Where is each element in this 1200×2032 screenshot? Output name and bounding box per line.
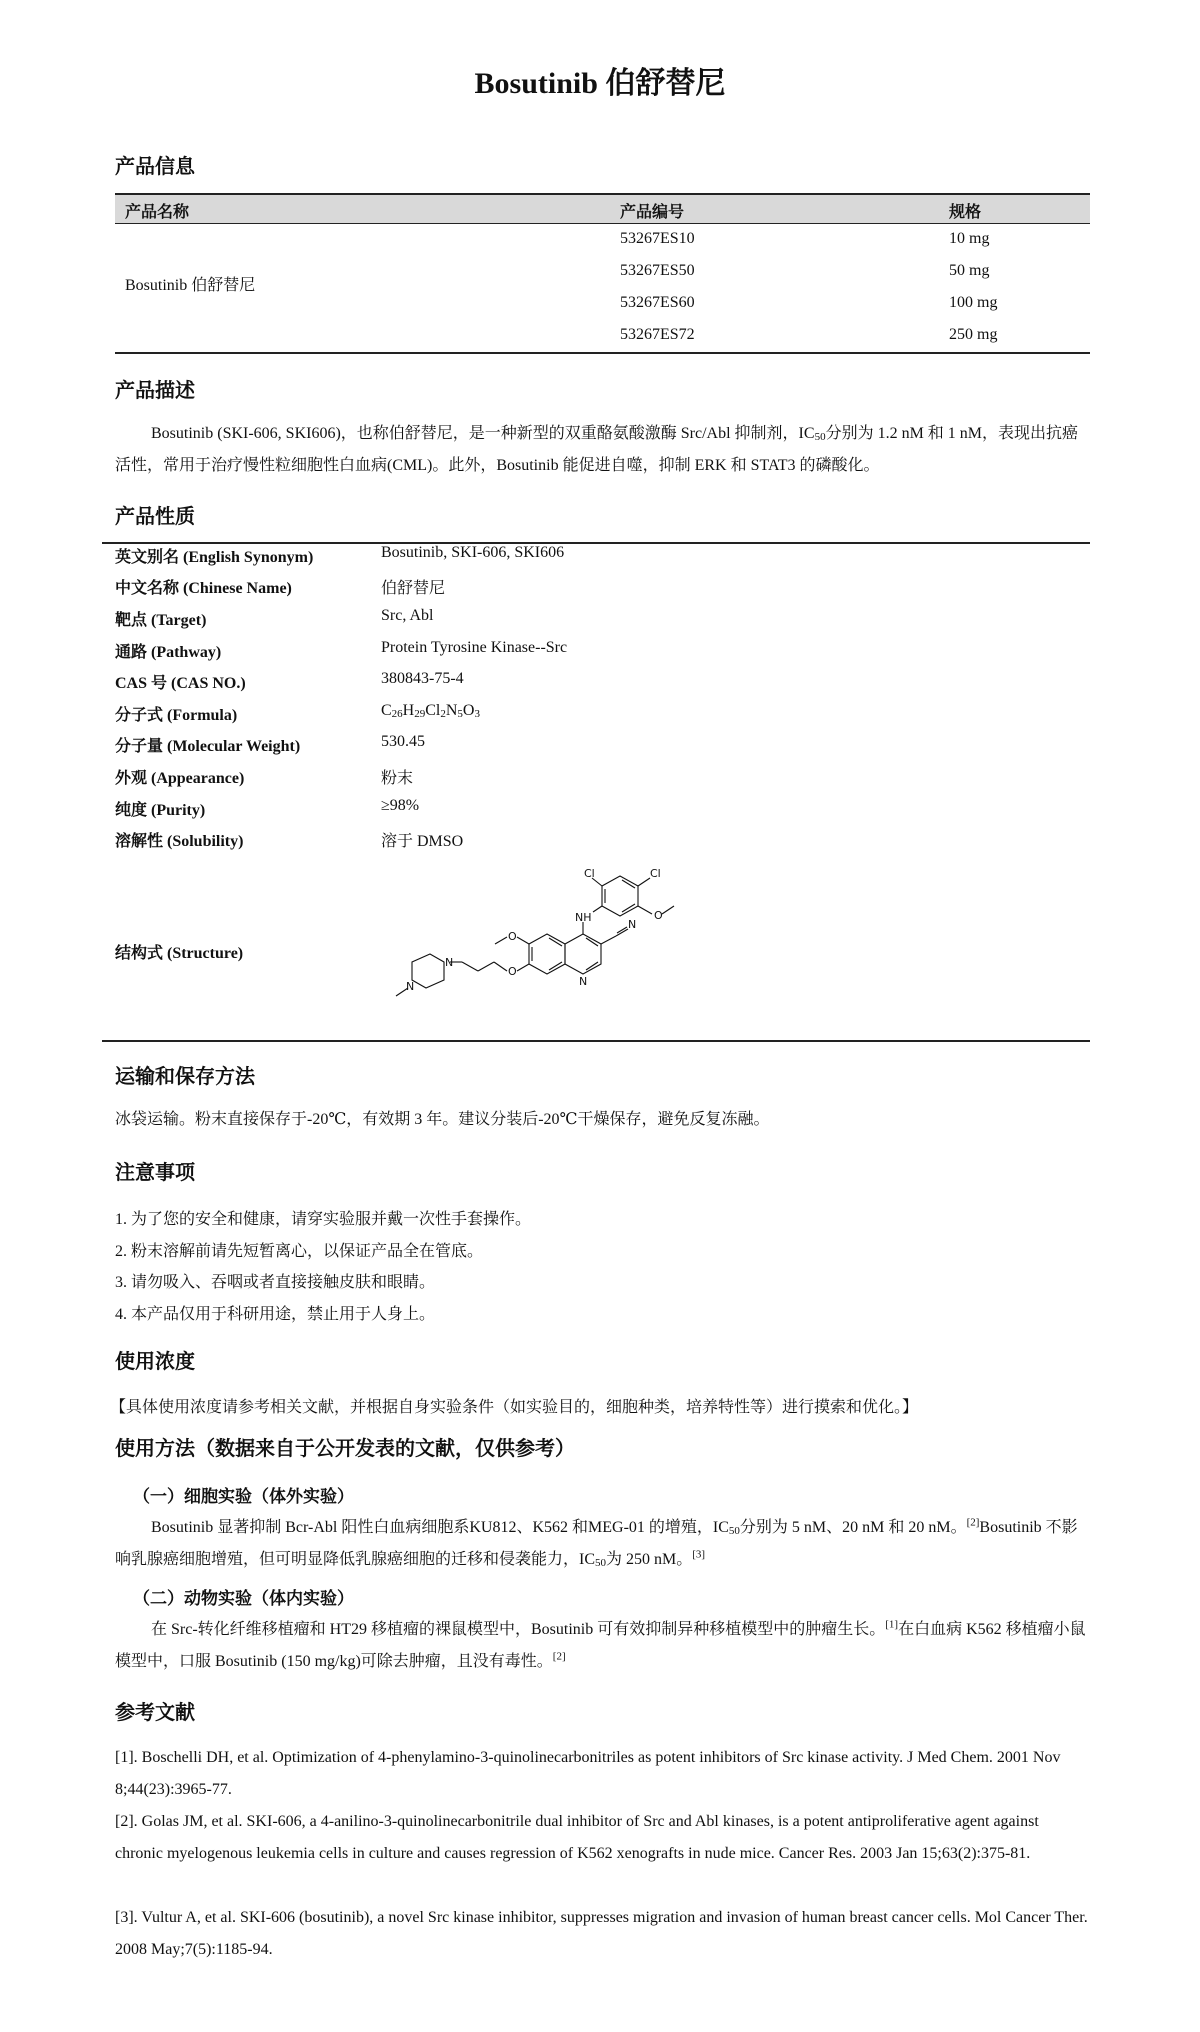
pyridine-ring [565, 934, 601, 974]
property-value: Src, Abl [381, 607, 434, 624]
methods-heading: 使用方法（数据来自于公开发表的文献，仅供参考） [115, 1438, 575, 1460]
table-body [115, 224, 1090, 354]
property-row [115, 575, 1090, 605]
storage-text: 冰袋运输。粉末直接保存于-20℃，有效期 3 年。建议分装后-20℃干燥保存，避免反复冻融。 [115, 1111, 770, 1128]
property-row [115, 607, 1090, 637]
property-row [115, 733, 1090, 763]
list-item: 1. 为了您的安全和健康，请穿实验服并戴一次性手套操作。 [115, 1211, 532, 1228]
property-key: 英文别名 (English Synonym) [115, 549, 314, 566]
column-header-spec: 规格 [949, 204, 982, 221]
product-spec-cell: 100 mg [949, 294, 998, 311]
property-row [115, 544, 1090, 574]
property-key: 外观 (Appearance) [115, 770, 245, 787]
notes-heading: 注意事项 [115, 1162, 195, 1184]
animal-experiment-text: 在 Src-转化纤维移植瘤和 HT29 移植瘤的裸鼠模型中，Bosutinib 可有效抑制异种移植模型中的肿瘤生长。[1]在白血病 K562 移植瘤小鼠模型中，口服 Bosutinib (150 mg/kg)可除去肿瘤，且没有毒性。[2] [115, 1618, 1086, 1670]
formula-value: C26H29Cl2N5O3 [381, 702, 480, 720]
properties-heading: 产品性质 [115, 506, 195, 528]
nitrile-nitrogen-label: N [628, 918, 637, 931]
product-spec-cell: 250 mg [949, 326, 998, 343]
piperazine-ring [412, 954, 444, 988]
cell-experiment-text: Bosutinib 显著抑制 Bcr-Abl 阳性白血病细胞系KU812、K562 和MEG-01 的增殖，IC50分别为 5 nM、20 nM 和 20 nM。[2]Bosutinib 不影响乳腺癌细胞增殖，但可明显降低乳腺癌细胞的迁移和侵袭能力，IC50为 250 nM。[3] [115, 1516, 1078, 1569]
product-code-cell: 53267ES60 [620, 294, 695, 311]
property-value: 380843-75-4 [381, 670, 464, 687]
oxygen-label: O [508, 965, 517, 978]
property-key: 分子式 (Formula) [115, 707, 238, 724]
property-key: CAS 号 (CAS NO.) [115, 675, 246, 692]
piperazine-nitrogen-label: N [406, 980, 415, 993]
amine-label: NH [575, 911, 592, 924]
chemical-structure [370, 862, 710, 1032]
list-item: 4. 本产品仅用于科研用途，禁止用于人身上。 [115, 1306, 436, 1323]
property-value: Protein Tyrosine Kinase--Src [381, 639, 568, 656]
product-code-cell: 53267ES10 [620, 230, 695, 247]
chlorine-label: Cl [650, 867, 661, 880]
benzo-ring [529, 934, 565, 974]
property-value: 溶于 DMSO [381, 833, 464, 850]
property-value: Bosutinib, SKI-606, SKI606 [381, 544, 565, 561]
chlorine-label: Cl [584, 867, 595, 880]
description-text: Bosutinib (SKI-606, SKI606)，也称伯舒替尼，是一种新型的双重酪氨酸激酶 Src/Abl 抑制剂，IC50分别为 1.2 nM 和 1 nM，表现出抗癌活性，常用于治疗慢性粒细胞性白血病(CML)。此外，Bosutinib 能促进自噬，抑制 ERK 和 STAT3 的磷酸化。 [115, 425, 1079, 474]
property-value: ≥98% [381, 797, 420, 814]
product-code-cell: 53267ES50 [620, 262, 695, 279]
property-row [115, 765, 1090, 795]
list-item: 3. 请勿吸入、吞咽或者直接接触皮肤和眼睛。 [115, 1274, 436, 1291]
property-key: 分子量 (Molecular Weight) [115, 738, 301, 755]
property-row [115, 639, 1090, 669]
property-value: 伯舒替尼 [381, 580, 446, 597]
oxygen-label: O [654, 909, 663, 922]
ring-nitrogen-label: N [579, 975, 588, 988]
storage-heading: 运输和保存方法 [115, 1066, 255, 1088]
references-heading: 参考文献 [115, 1702, 195, 1724]
concentration-heading: 使用浓度 [115, 1351, 195, 1373]
product-spec-cell: 50 mg [949, 262, 990, 279]
product-name-cell: Bosutinib 伯舒替尼 [125, 277, 256, 294]
property-row [115, 828, 1090, 858]
description-heading: 产品描述 [115, 380, 195, 402]
aniline-ring [602, 876, 638, 916]
properties-bottom-rule [102, 1040, 1090, 1042]
list-item: 2. 粉末溶解前请先短暂离心，以保证产品全在管底。 [115, 1243, 484, 1260]
cell-experiment-heading: （一）细胞实验（体外实验） [133, 1487, 354, 1506]
product-spec-cell: 10 mg [949, 230, 990, 247]
property-row [115, 797, 1090, 827]
property-key: 纯度 (Purity) [115, 802, 206, 819]
product-info-heading: 产品信息 [115, 156, 195, 178]
property-key: 溶解性 (Solubility) [115, 833, 244, 850]
product-info-table [115, 193, 1090, 354]
property-key: 通路 (Pathway) [115, 644, 222, 661]
property-row [115, 670, 1090, 700]
table-header [115, 193, 1090, 224]
animal-experiment-heading: （二）动物实验（体内实验） [133, 1589, 354, 1608]
property-value: 530.45 [381, 733, 425, 750]
structure-label: 结构式 (Structure) [115, 945, 244, 962]
product-code-cell: 53267ES72 [620, 326, 695, 343]
reference-item: [1]. Boschelli DH, et al. Optimization of 4-phenylamino-3-quinolinecarbonitriles as potent inhibitors of Src kinase activity. J Med Chem. 2001 Nov 8;44(23):3965-77. [115, 1749, 1061, 1798]
page-title: Bosutinib 伯舒替尼 [474, 67, 726, 100]
property-value: 粉末 [381, 770, 414, 787]
oxygen-label: O [508, 930, 517, 943]
piperazine-nitrogen-label: N [445, 956, 454, 969]
column-header-code: 产品编号 [620, 204, 685, 221]
property-key: 靶点 (Target) [115, 612, 207, 629]
property-row [115, 702, 1090, 732]
concentration-text: 【具体使用浓度请参考相关文献，并根据自身实验条件（如实验目的，细胞种类，培养特性等）进行摸索和优化。】 [110, 1399, 919, 1416]
reference-item: [2]. Golas JM, et al. SKI-606, a 4-anilino-3-quinolinecarbonitrile dual inhibitor of Src and Abl kinases, is a potent antiproliferative agent against chronic myelogenous leukemia cells in culture and causes regression of K562 xenografts in nude mice. Cancer Res. 2003 Jan 15;63(2):375-81. [115, 1813, 1039, 1862]
column-header-name: 产品名称 [125, 204, 190, 221]
reference-item: [3]. Vultur A, et al. SKI-606 (bosutinib), a novel Src kinase inhibitor, suppresses migration and invasion of human breast cancer cells. Mol Cancer Ther. 2008 May;7(5):1185-94. [115, 1909, 1088, 1958]
property-key: 中文名称 (Chinese Name) [115, 580, 292, 597]
